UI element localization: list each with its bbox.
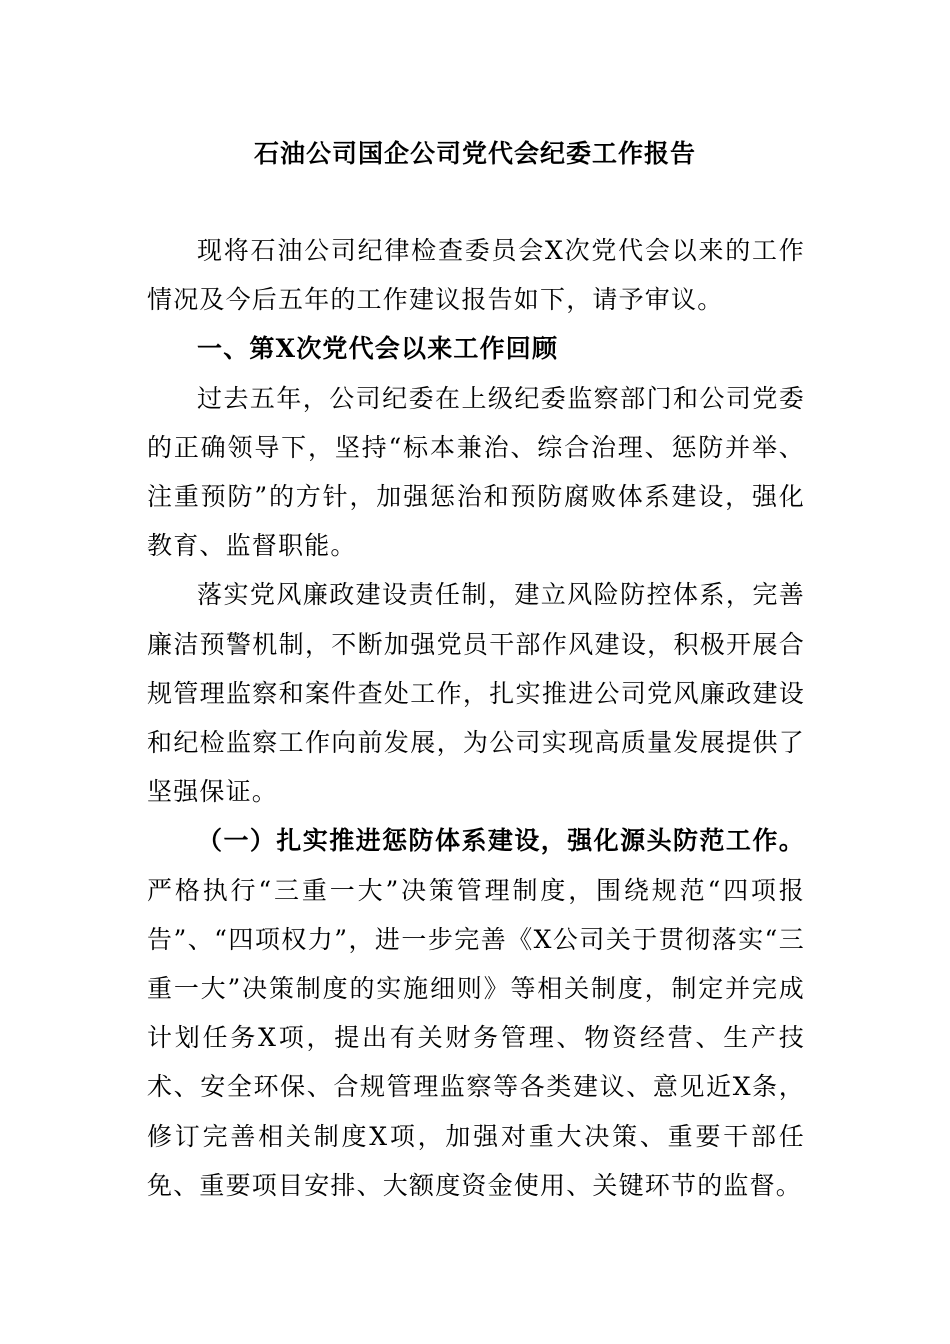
review-paragraph-2: 落实党风廉政建设责任制，建立风险防控体系，完善廉洁预警机制，不断加强党员干部作风建设，积极开展合规管理监察和案件查处工作，扎实推进公司党风廉政建设和纪检监察工作向前发展，为公司实现高质量发展提供了坚强保证。 xyxy=(147,580,805,807)
document-title: 石油公司国企公司党代会纪委工作报告 xyxy=(253,139,696,168)
document-body xyxy=(147,226,805,1210)
subsection-heading: （一）扎实推进惩防体系建设，强化源头防范工作。 xyxy=(197,826,805,856)
review-paragraph-1: 过去五年，公司纪委在上级纪委监察部门和公司党委的正确领导下，坚持“标本兼治、综合治理、惩防并举、注重预防”的方针，加强惩治和预防腐败体系建设，强化教育、监督职能。 xyxy=(147,383,805,561)
section-heading: 一、第X次党代会以来工作回顾 xyxy=(197,334,559,364)
intro-paragraph: 现将石油公司纪律检查委员会X次党代会以来的工作情况及今后五年的工作建议报告如下，请予审议。 xyxy=(147,236,805,315)
subsection-paragraph xyxy=(147,816,805,1210)
subsection-body: 严格执行“三重一大”决策管理制度，围绕规范“四项报告”、“四项权力”，进一步完善《X公司关于贯彻落实“三重一大”决策制度的实施细则》等相关制度，制定并完成计划任务X项，提出有关财务管理、物资经营、生产技术、安全环保、合规管理监察等各类建议、意见近X条，修订完善相关制度X项，加强对重大决策、重要干部任免、重要项目安排、大额度资金使用、关键环节的监督。 xyxy=(147,875,805,1200)
